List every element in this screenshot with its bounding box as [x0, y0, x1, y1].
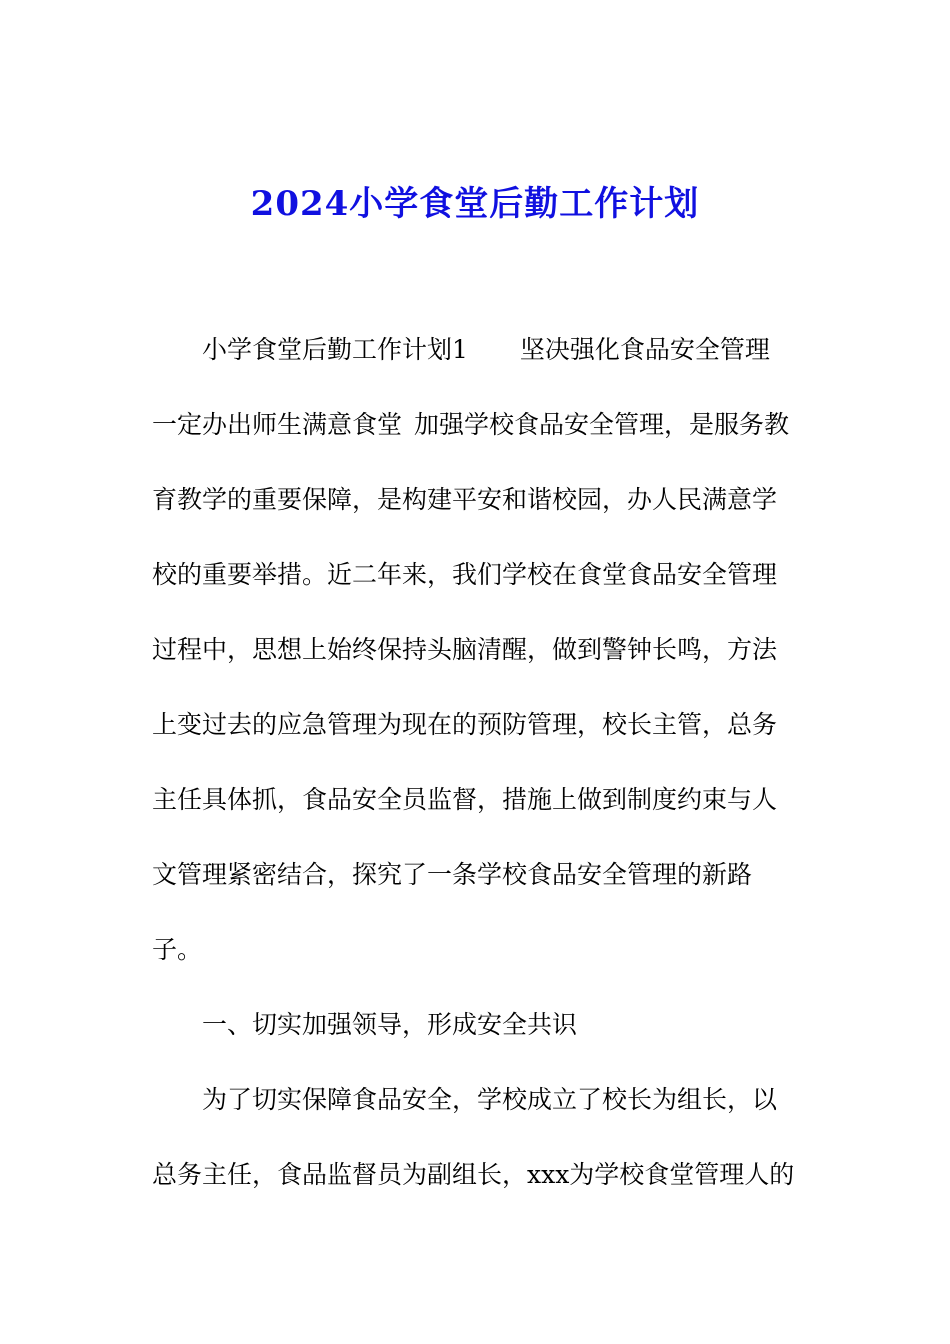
paragraph-line: 主任具体抓，食品安全员监督，措施上做到制度约束与人	[152, 785, 778, 814]
paragraph-line: 过程中，思想上始终保持头脑清醒，做到警钟长鸣，方法	[152, 635, 778, 664]
section-subheading: 一定办出师生满意食堂	[152, 410, 403, 439]
paragraph-line: 文管理紧密结合，探究了一条学校食品安全管理的新路	[152, 860, 753, 889]
plan-heading: 小学食堂后勤工作计划1	[202, 335, 468, 364]
paragraph-line: 总务主任，食品监督员为副组长，xxx为学校食堂管理人的	[152, 1160, 795, 1189]
paragraph-line: 校的重要举措。近二年来，我们学校在食堂食品安全管理	[152, 560, 778, 589]
paragraph-line	[152, 405, 789, 445]
document-title: 2024小学食堂后勤工作计划	[250, 184, 700, 224]
section-heading-line: 一、切实加强领导，形成安全共识	[202, 1010, 578, 1039]
paragraph-line: 上变过去的应急管理为现在的预防管理，校长主管，总务	[152, 710, 778, 739]
paragraph-line: 育教学的重要保障，是构建平安和谐校园，办人民满意学	[152, 485, 778, 514]
paragraph-line	[202, 330, 770, 370]
paragraph-line: 为了切实保障食品安全，学校成立了校长为组长，以	[202, 1085, 778, 1114]
text-run: 加强学校食品安全管理，是服务教	[414, 410, 790, 439]
section-heading: 坚决强化食品安全管理	[519, 335, 770, 364]
paragraph-line: 子。	[152, 935, 203, 964]
